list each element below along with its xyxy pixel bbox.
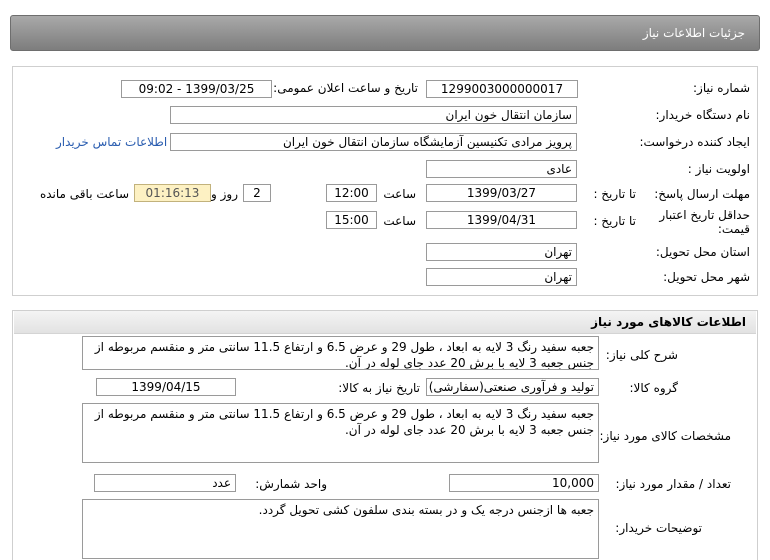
days-field: 2: [243, 184, 271, 202]
buyer-contact-link[interactable]: اطلاعات تماس خریدار: [56, 135, 168, 149]
days-label: روز و: [211, 187, 238, 201]
city-label: شهر محل تحویل:: [663, 270, 750, 284]
buyer-org-label: نام دستگاه خریدار:: [655, 108, 750, 122]
remaining-label: ساعت باقی مانده: [39, 187, 129, 201]
page-title: جزئیات اطلاعات نیاز: [642, 26, 745, 40]
title-bar: [10, 15, 760, 51]
quantity-field: 10,000: [449, 474, 599, 492]
deadline-time-label: ساعت: [383, 187, 416, 201]
priority-field: عادی: [426, 160, 577, 178]
province-label: استان محل تحویل:: [655, 245, 750, 259]
requester-label: ایجاد کننده درخواست:: [639, 135, 750, 149]
validity-time-field: 15:00: [326, 211, 377, 229]
general-desc-label: شرح کلی نیاز:: [605, 348, 678, 362]
remaining-time-field: 01:16:13: [134, 184, 211, 202]
unit-label: واحد شمارش:: [255, 477, 327, 491]
goods-group-label: گروه کالا:: [629, 381, 678, 395]
need-number-label: شماره نیاز:: [693, 81, 750, 95]
city-field: تهران: [426, 268, 577, 286]
need-info-panel: [12, 66, 758, 296]
spec-field: جعبه سفید رنگ 3 لایه به ابعاد ، طول 29 و عرض 6.5 و ارتفاع 11.5 سانتی متر و منقسم مربوطه از جنس جعبه 3 لایه با برش 20 عدد جای لوله در آن.: [82, 403, 599, 463]
goods-group-field: تولید و فرآوری صنعتی(سفارشی): [426, 378, 599, 396]
unit-field: عدد: [94, 474, 236, 492]
validity-time-label: ساعت: [383, 214, 416, 228]
province-field: تهران: [426, 243, 577, 261]
goods-section-title: اطلاعات کالاهای مورد نیاز: [591, 315, 746, 329]
need-number-field: 1299003000000017: [426, 80, 578, 98]
deadline-date-field: 1399/03/27: [426, 184, 577, 202]
quantity-label: تعداد / مقدار مورد نیاز:: [615, 477, 731, 491]
deadline-time-field: 12:00: [326, 184, 377, 202]
general-desc-field: جعبه سفید رنگ 3 لایه به ابعاد ، طول 29 و عرض 6.5 و ارتفاع 11.5 سانتی متر و منقسم مربوطه از جنس جعبه 3 لایه با برش 20 عدد جای لوله در آن.: [82, 336, 599, 370]
announce-field: 1399/03/25 - 09:02: [121, 80, 272, 98]
requester-field: پرویز مرادی تکنیسین آزمایشگاه سازمان انتقال خون ایران: [170, 133, 577, 151]
buyer-notes-field: جعبه ها ازجنس درجه یک و در بسته بندی سلفون کشی تحویل گردد.: [82, 499, 599, 559]
need-date-label: تاریخ نیاز به کالا:: [338, 381, 420, 395]
goods-section-header: [14, 311, 756, 334]
priority-label: اولویت نیاز :: [687, 162, 750, 176]
validity-date-field: 1399/04/31: [426, 211, 577, 229]
validity-label: حداقل تاریخ اعتبار قیمت:: [659, 208, 750, 236]
deadline-to-date-label: تا تاریخ :: [593, 187, 636, 201]
spec-label: مشخصات کالای مورد نیاز:: [599, 429, 731, 443]
validity-to-date-label: تا تاریخ :: [593, 214, 636, 228]
buyer-notes-label: توضیحات خریدار:: [615, 521, 702, 535]
announce-label: تاریخ و ساعت اعلان عمومی:: [273, 81, 418, 95]
buyer-org-field: سازمان انتقال خون ایران: [170, 106, 577, 124]
deadline-label: مهلت ارسال پاسخ:: [654, 187, 750, 201]
need-date-field: 1399/04/15: [96, 378, 236, 396]
